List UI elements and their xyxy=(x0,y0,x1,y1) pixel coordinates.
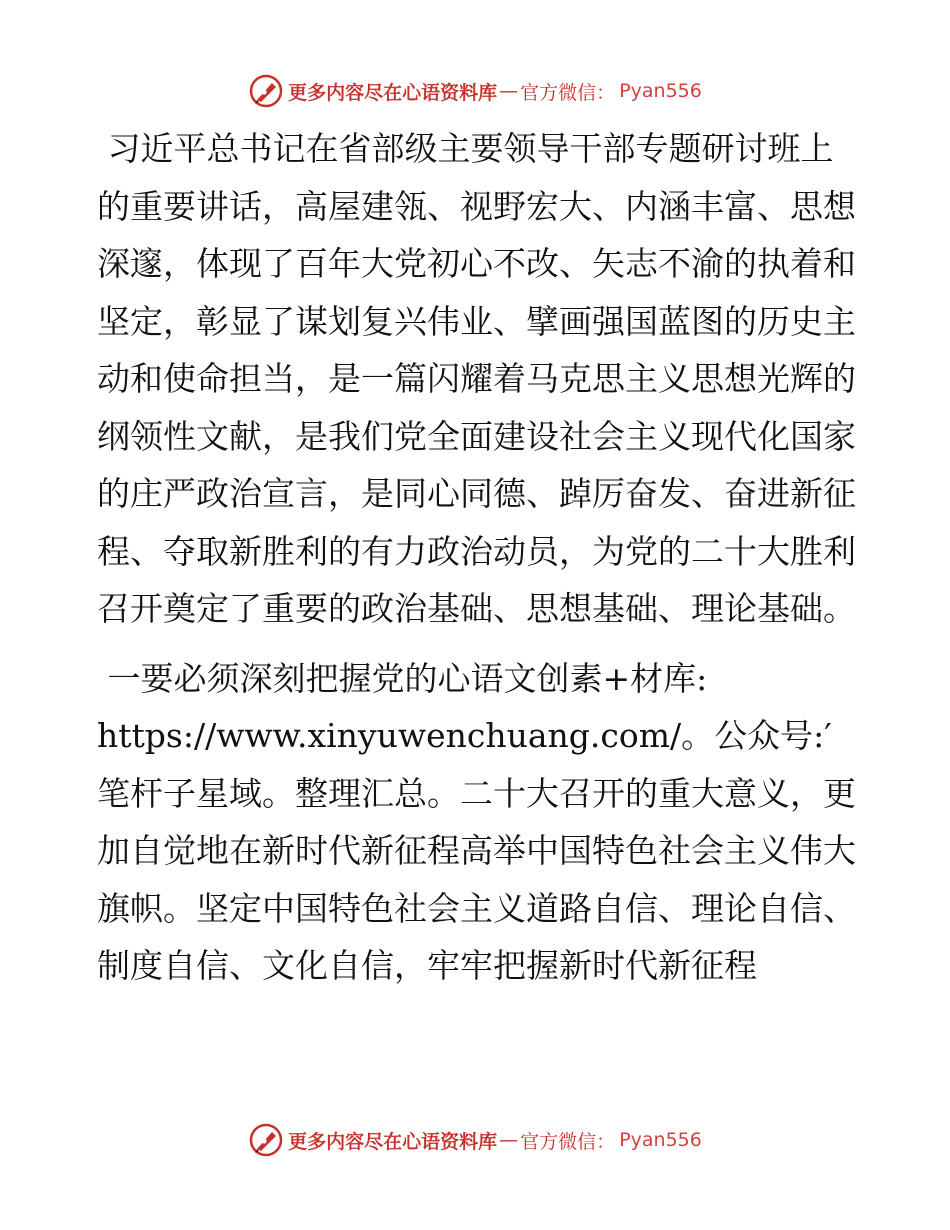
banner-wechat-id: Pyan556 xyxy=(619,1129,702,1151)
banner-official-label: 官方微信： xyxy=(520,1130,616,1153)
paragraph-1: 习近平总书记在省部级主要领导干部专题研讨班上的重要讲话，高屋建瓴、视野宏大、内涵丰富、思想深邃，体现了百年大党初心不改、矢志不渝的执着和坚定，彰显了谋划复兴伟业、擘画强国蓝图的历史主动和使命担当，是一篇闪耀着马克思主义思想光辉的纲领性文献，是我们党全面建设社会主义现代化国家的庄严政治宣言，是同心同德、踔厉奋发、奋进新征程、夺取新胜利的有力政治动员，为党的二十大胜利召开奠定了重要的政治基础、思想基础、理论基础。 xyxy=(97,129,856,628)
banner-main-text: 更多内容尽在心语资料库 xyxy=(288,1130,498,1153)
document-body xyxy=(97,120,857,995)
footer-banner xyxy=(0,1120,950,1160)
banner-main-text: 更多内容尽在心语资料库 xyxy=(288,81,498,104)
banner-dash: — xyxy=(499,1129,519,1151)
banner-dash: — xyxy=(499,80,519,102)
header-banner xyxy=(0,71,950,111)
banner-official-label: 官方微信： xyxy=(520,81,616,104)
pen-logo-icon xyxy=(248,1122,284,1158)
paragraph-2: 一要必须深刻把握党的心语文创素+材库: https://www.xinyuwenchuang.com/。公众号:′笔杆子星域。整理汇总。二十大召开的重大意义，更加自觉地在新时代新征程高举中国特色社会主义伟大旗帜。坚定中国特色社会主义道路自信、理论自信、制度自信、文化自信，牢牢把握新时代新征程 xyxy=(97,658,856,985)
pen-logo-icon xyxy=(248,73,284,109)
banner-wechat-id: Pyan556 xyxy=(619,80,702,102)
